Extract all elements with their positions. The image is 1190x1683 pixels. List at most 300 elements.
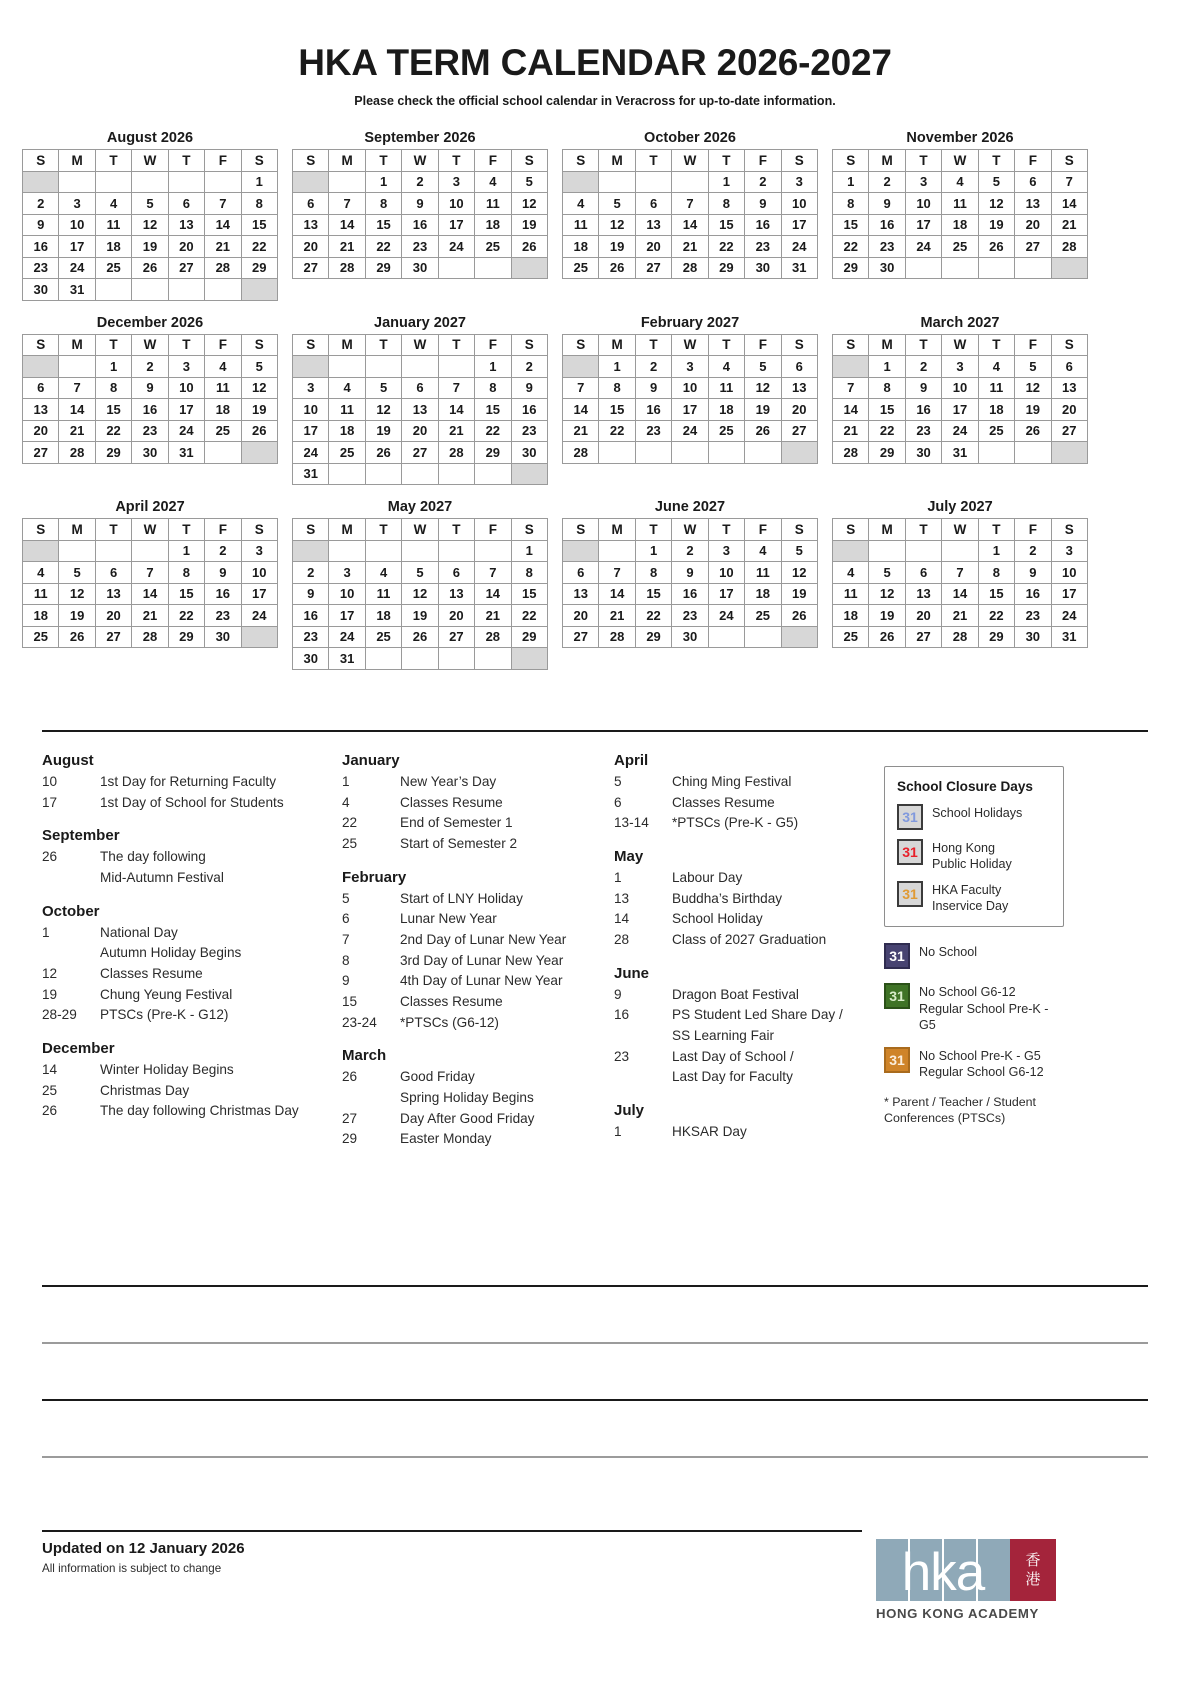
day-cell: 22 [599,420,635,442]
event-item [42,923,332,964]
day-cell-empty [23,540,59,562]
week-row [833,171,1088,193]
day-cell: 21 [475,605,511,627]
day-cell: 27 [23,442,59,464]
legend-note-line2: Conferences (PTSCs) [884,1111,1006,1126]
day-cell-empty [329,540,365,562]
event-text [672,1005,872,1046]
day-cell: 5 [59,562,95,584]
day-cell: 13 [563,583,599,605]
day-cell: 1 [511,540,547,562]
week-row [563,540,818,562]
legend-label-line1: School Holidays [932,806,1023,820]
month-title: October 2026 [644,130,736,146]
day-cell: 19 [365,420,401,442]
legend-label [919,943,977,960]
event-item [42,772,332,793]
event-text [400,793,604,814]
day-cell-empty [59,540,95,562]
day-cell: 30 [511,442,547,464]
day-cell: 9 [905,377,941,399]
day-cell: 6 [293,193,329,215]
week-row [293,420,548,442]
month-block [562,315,818,486]
day-cell: 8 [475,377,511,399]
event-date: 8 [342,952,350,968]
event-text-line1: Start of LNY Holiday [400,890,523,906]
day-cell: 31 [293,463,329,485]
day-cell: 24 [942,420,978,442]
event-item [342,992,604,1013]
day-cell: 22 [511,605,547,627]
day-cell: 31 [168,442,204,464]
day-cell: 11 [978,377,1014,399]
event-text-line1: PTSCs (Pre-K - G12) [100,1007,229,1023]
day-cell: 23 [511,420,547,442]
day-cell: 21 [329,236,365,258]
weekday-header-4: T [168,150,204,172]
day-cell: 25 [329,442,365,464]
day-cell: 26 [745,420,781,442]
day-cell: 30 [672,626,708,648]
weekday-header-1: M [599,519,635,541]
month-block [22,315,278,486]
month-block [832,499,1088,670]
event-text [400,1129,604,1150]
legend-box-school-closure [884,766,1064,927]
day-cell: 7 [475,562,511,584]
day-cell: 16 [23,236,59,258]
week-row [23,193,278,215]
day-cell: 28 [599,626,635,648]
month-table [832,149,1088,279]
day-cell-empty [205,171,241,193]
event-text-line1: Winter Holiday Begins [100,1061,234,1077]
day-cell: 9 [132,377,168,399]
day-cell: 19 [599,236,635,258]
event-text [100,1005,332,1026]
day-cell: 17 [905,214,941,236]
week-row [563,214,818,236]
day-cell: 26 [511,236,547,258]
day-cell: 23 [869,236,905,258]
day-cell: 30 [23,279,59,301]
legend-swatch-ns6: 31 [884,983,910,1009]
month-table [22,149,278,301]
weekday-header-0: S [293,334,329,356]
day-cell: 11 [365,583,401,605]
event-item [42,1081,332,1102]
weekday-header-5: F [1015,519,1051,541]
day-cell: 21 [59,420,95,442]
week-row [833,605,1088,627]
day-cell: 29 [95,442,131,464]
event-date: 13 [614,890,630,906]
weekday-header-3: W [132,150,168,172]
day-cell: 1 [833,171,869,193]
event-item [342,951,604,972]
day-cell: 4 [708,356,744,378]
day-cell: 17 [329,605,365,627]
day-cell: 20 [402,420,438,442]
day-cell: 11 [23,583,59,605]
day-cell: 20 [438,605,474,627]
week-row [293,214,548,236]
day-cell: 25 [205,420,241,442]
event-month-heading: June [614,964,650,982]
week-row [293,583,548,605]
day-cell: 14 [438,399,474,421]
event-text-line1: Classes Resume [400,993,503,1009]
week-row [293,648,548,670]
event-text [400,1013,604,1034]
legend-item-ns6 [884,983,1064,1032]
day-cell: 21 [942,605,978,627]
event-item [614,909,872,930]
week-row [293,399,548,421]
event-date: 16 [614,1007,630,1023]
day-cell: 9 [205,562,241,584]
day-cell-empty [475,463,511,485]
event-text [672,793,872,814]
day-cell-empty [1015,442,1051,464]
event-date: 22 [342,815,358,831]
weekday-header-4: T [978,150,1014,172]
day-cell: 10 [708,562,744,584]
event-date: 13-14 [614,815,649,831]
event-text-line1: Labour Day [672,869,743,885]
page-subtitle: Please check the official school calendar in Veracross for up-to-date information. [354,94,836,108]
calendar-grid [0,108,1190,670]
day-cell-empty [132,540,168,562]
day-cell: 22 [168,605,204,627]
event-text [400,930,604,951]
week-row [23,377,278,399]
day-cell-empty [438,463,474,485]
day-cell: 15 [511,583,547,605]
month-block [832,130,1088,301]
day-cell-empty [511,257,547,279]
day-cell: 11 [95,214,131,236]
event-date: 19 [42,986,58,1002]
weekday-header-5: F [1015,334,1051,356]
event-text-line1: Start of Semester 2 [400,835,518,851]
day-cell: 13 [438,583,474,605]
weekday-header-0: S [293,150,329,172]
day-cell: 21 [833,420,869,442]
day-cell-empty [905,540,941,562]
event-item [342,834,604,855]
day-cell-empty [599,171,635,193]
day-cell: 10 [1051,562,1087,584]
day-cell: 17 [708,583,744,605]
day-cell-empty [511,648,547,670]
day-cell-empty [95,279,131,301]
day-cell: 3 [1051,540,1087,562]
week-row [293,605,548,627]
day-cell: 28 [942,626,978,648]
day-cell-empty [1051,442,1087,464]
event-text [400,1067,604,1108]
weekday-header-3: W [942,334,978,356]
day-cell: 30 [402,257,438,279]
weekday-header-1: M [329,150,365,172]
day-cell: 11 [475,193,511,215]
day-cell: 21 [438,420,474,442]
day-cell: 13 [23,399,59,421]
weekday-header-1: M [869,519,905,541]
event-text [672,813,872,834]
legend-label [919,1047,1044,1080]
event-date: 10 [42,774,58,789]
day-cell: 8 [833,193,869,215]
legend-label-line1: Hong Kong [932,841,996,855]
week-row [293,171,548,193]
event-item [42,1101,332,1122]
weekday-header-4: T [168,334,204,356]
event-item [42,985,332,1006]
event-text-line1: Good Friday [400,1069,475,1085]
weekday-header-2: T [635,150,671,172]
weekday-header-4: T [708,519,744,541]
day-cell: 18 [475,214,511,236]
day-cell-empty [438,540,474,562]
day-cell-empty [293,356,329,378]
event-date: 4 [342,794,350,810]
weekday-header-6: S [241,519,277,541]
day-cell-empty [475,257,511,279]
day-cell-empty [438,257,474,279]
day-cell: 16 [635,399,671,421]
week-row [293,442,548,464]
event-text-line1: Christmas Day [100,1082,190,1098]
day-cell: 4 [745,540,781,562]
weekday-header-3: W [672,519,708,541]
day-cell: 18 [745,583,781,605]
day-cell: 3 [781,171,817,193]
day-cell: 3 [905,171,941,193]
day-cell: 7 [205,193,241,215]
weekday-header-3: W [672,334,708,356]
day-cell-empty [869,540,905,562]
weekday-header-4: T [978,519,1014,541]
event-text-line1: *PTSCs (G6-12) [400,1014,499,1030]
legend-label-line1: No School [919,945,978,960]
weekday-header-5: F [475,519,511,541]
weekday-header-1: M [599,334,635,356]
day-cell: 24 [438,236,474,258]
day-cell: 29 [511,626,547,648]
day-cell-empty [978,257,1014,279]
weekday-header-1: M [59,519,95,541]
day-cell: 9 [745,193,781,215]
week-row [293,562,548,584]
event-text-line1: School Holiday [672,911,763,927]
day-cell: 11 [205,377,241,399]
event-date: 12 [42,965,58,981]
day-cell: 31 [1051,626,1087,648]
weekday-header-5: F [745,519,781,541]
event-text-line1: Easter Monday [400,1131,492,1147]
day-cell: 7 [132,562,168,584]
day-cell: 20 [781,399,817,421]
day-cell: 16 [745,214,781,236]
day-cell: 1 [708,171,744,193]
day-cell: 11 [563,214,599,236]
legend [884,766,1064,1126]
day-cell: 20 [23,420,59,442]
weekday-header-5: F [475,150,511,172]
day-cell-empty [205,279,241,301]
day-cell: 30 [1015,626,1051,648]
weekday-header-5: F [205,519,241,541]
day-cell-empty [833,356,869,378]
event-date: 15 [342,993,358,1009]
month-table [292,518,548,670]
day-cell: 18 [329,420,365,442]
day-cell-empty [23,356,59,378]
day-cell: 6 [438,562,474,584]
day-cell: 2 [205,540,241,562]
day-cell: 6 [168,193,204,215]
day-cell: 2 [672,540,708,562]
day-cell: 10 [241,562,277,584]
day-cell: 15 [978,583,1014,605]
week-row [833,583,1088,605]
event-text-line1: PS Student Led Share Day / [672,1007,843,1023]
event-item [614,1005,872,1046]
day-cell: 14 [132,583,168,605]
day-cell: 15 [241,214,277,236]
day-cell-empty [402,648,438,670]
calendar-row [22,499,1168,670]
day-cell-empty [95,540,131,562]
legend-label [919,983,1064,1032]
day-cell: 19 [1015,399,1051,421]
event-text [100,964,332,985]
day-cell: 21 [563,420,599,442]
day-cell: 9 [293,583,329,605]
week-row [833,236,1088,258]
day-cell: 3 [168,356,204,378]
disclaimer-text: All information is subject to change [42,1562,222,1575]
month-block [292,499,548,670]
day-cell: 9 [511,377,547,399]
month-title: June 2027 [654,499,726,515]
day-cell: 25 [563,257,599,279]
day-cell-empty [745,442,781,464]
day-cell: 5 [132,193,168,215]
day-cell: 24 [1051,605,1087,627]
legend-label-line2: Inservice Day [932,899,1009,914]
legend-label-line2: Regular School Pre-K - G5 [919,1001,1049,1032]
week-row [833,399,1088,421]
day-cell: 14 [329,214,365,236]
day-cell-empty [95,171,131,193]
weekday-header-6: S [1051,519,1087,541]
day-cell: 17 [168,399,204,421]
day-cell: 10 [59,214,95,236]
day-cell: 27 [402,442,438,464]
day-cell: 26 [869,626,905,648]
event-column-2 [342,748,614,1150]
day-cell: 19 [781,583,817,605]
day-cell-empty [708,442,744,464]
day-cell-empty [635,171,671,193]
day-cell: 4 [563,193,599,215]
weekday-header-0: S [833,150,869,172]
event-text-line1: Buddha’s Birthday [672,890,783,906]
day-cell: 8 [978,562,1014,584]
week-row [563,562,818,584]
day-cell: 3 [942,356,978,378]
event-text [100,1060,332,1081]
weekday-header-2: T [95,519,131,541]
day-cell: 6 [23,377,59,399]
day-cell: 9 [23,214,59,236]
event-text [100,1081,332,1102]
day-cell: 8 [168,562,204,584]
event-text-line1: 1st Day for Returning Faculty [100,774,277,789]
event-text-line1: Last Day of School / [672,1048,794,1064]
day-cell: 29 [869,442,905,464]
legend-swatch-nsk: 31 [884,1047,910,1073]
legend-label-line2: Public Holiday [932,857,1012,872]
day-cell: 29 [635,626,671,648]
day-cell-empty [833,540,869,562]
legend-ptsc-note [884,1094,1064,1126]
weekday-header-5: F [205,334,241,356]
event-item [614,930,872,951]
weekday-header-4: T [438,519,474,541]
event-item [614,813,872,834]
day-cell: 23 [745,236,781,258]
legend-label-line1: No School Pre-K - G5 [919,1048,1041,1063]
event-month-heading: February [342,868,407,886]
weekday-header-6: S [1051,334,1087,356]
day-cell: 17 [781,214,817,236]
event-text-line1: Day After Good Friday [400,1110,535,1126]
writing-line-3 [42,1399,1148,1401]
legend-swatch-fac: 31 [897,881,923,907]
week-row [833,626,1088,648]
day-cell-empty [672,171,708,193]
day-cell-empty [365,648,401,670]
day-cell: 12 [869,583,905,605]
day-cell: 2 [869,171,905,193]
day-cell: 18 [95,236,131,258]
event-item [342,909,604,930]
day-cell: 15 [365,214,401,236]
day-cell-empty [402,463,438,485]
day-cell: 28 [833,442,869,464]
weekday-header-3: W [672,150,708,172]
day-cell: 2 [635,356,671,378]
week-row [23,399,278,421]
month-table [22,518,278,648]
weekday-header-0: S [23,519,59,541]
day-cell: 3 [672,356,708,378]
event-date: 14 [42,1061,58,1077]
legend-label-line1: HKA Faculty [932,883,1002,898]
day-cell-empty [942,540,978,562]
event-text [672,985,872,1006]
day-cell: 17 [438,214,474,236]
week-row [23,562,278,584]
day-cell: 12 [599,214,635,236]
day-cell: 12 [241,377,277,399]
event-text [672,772,872,793]
